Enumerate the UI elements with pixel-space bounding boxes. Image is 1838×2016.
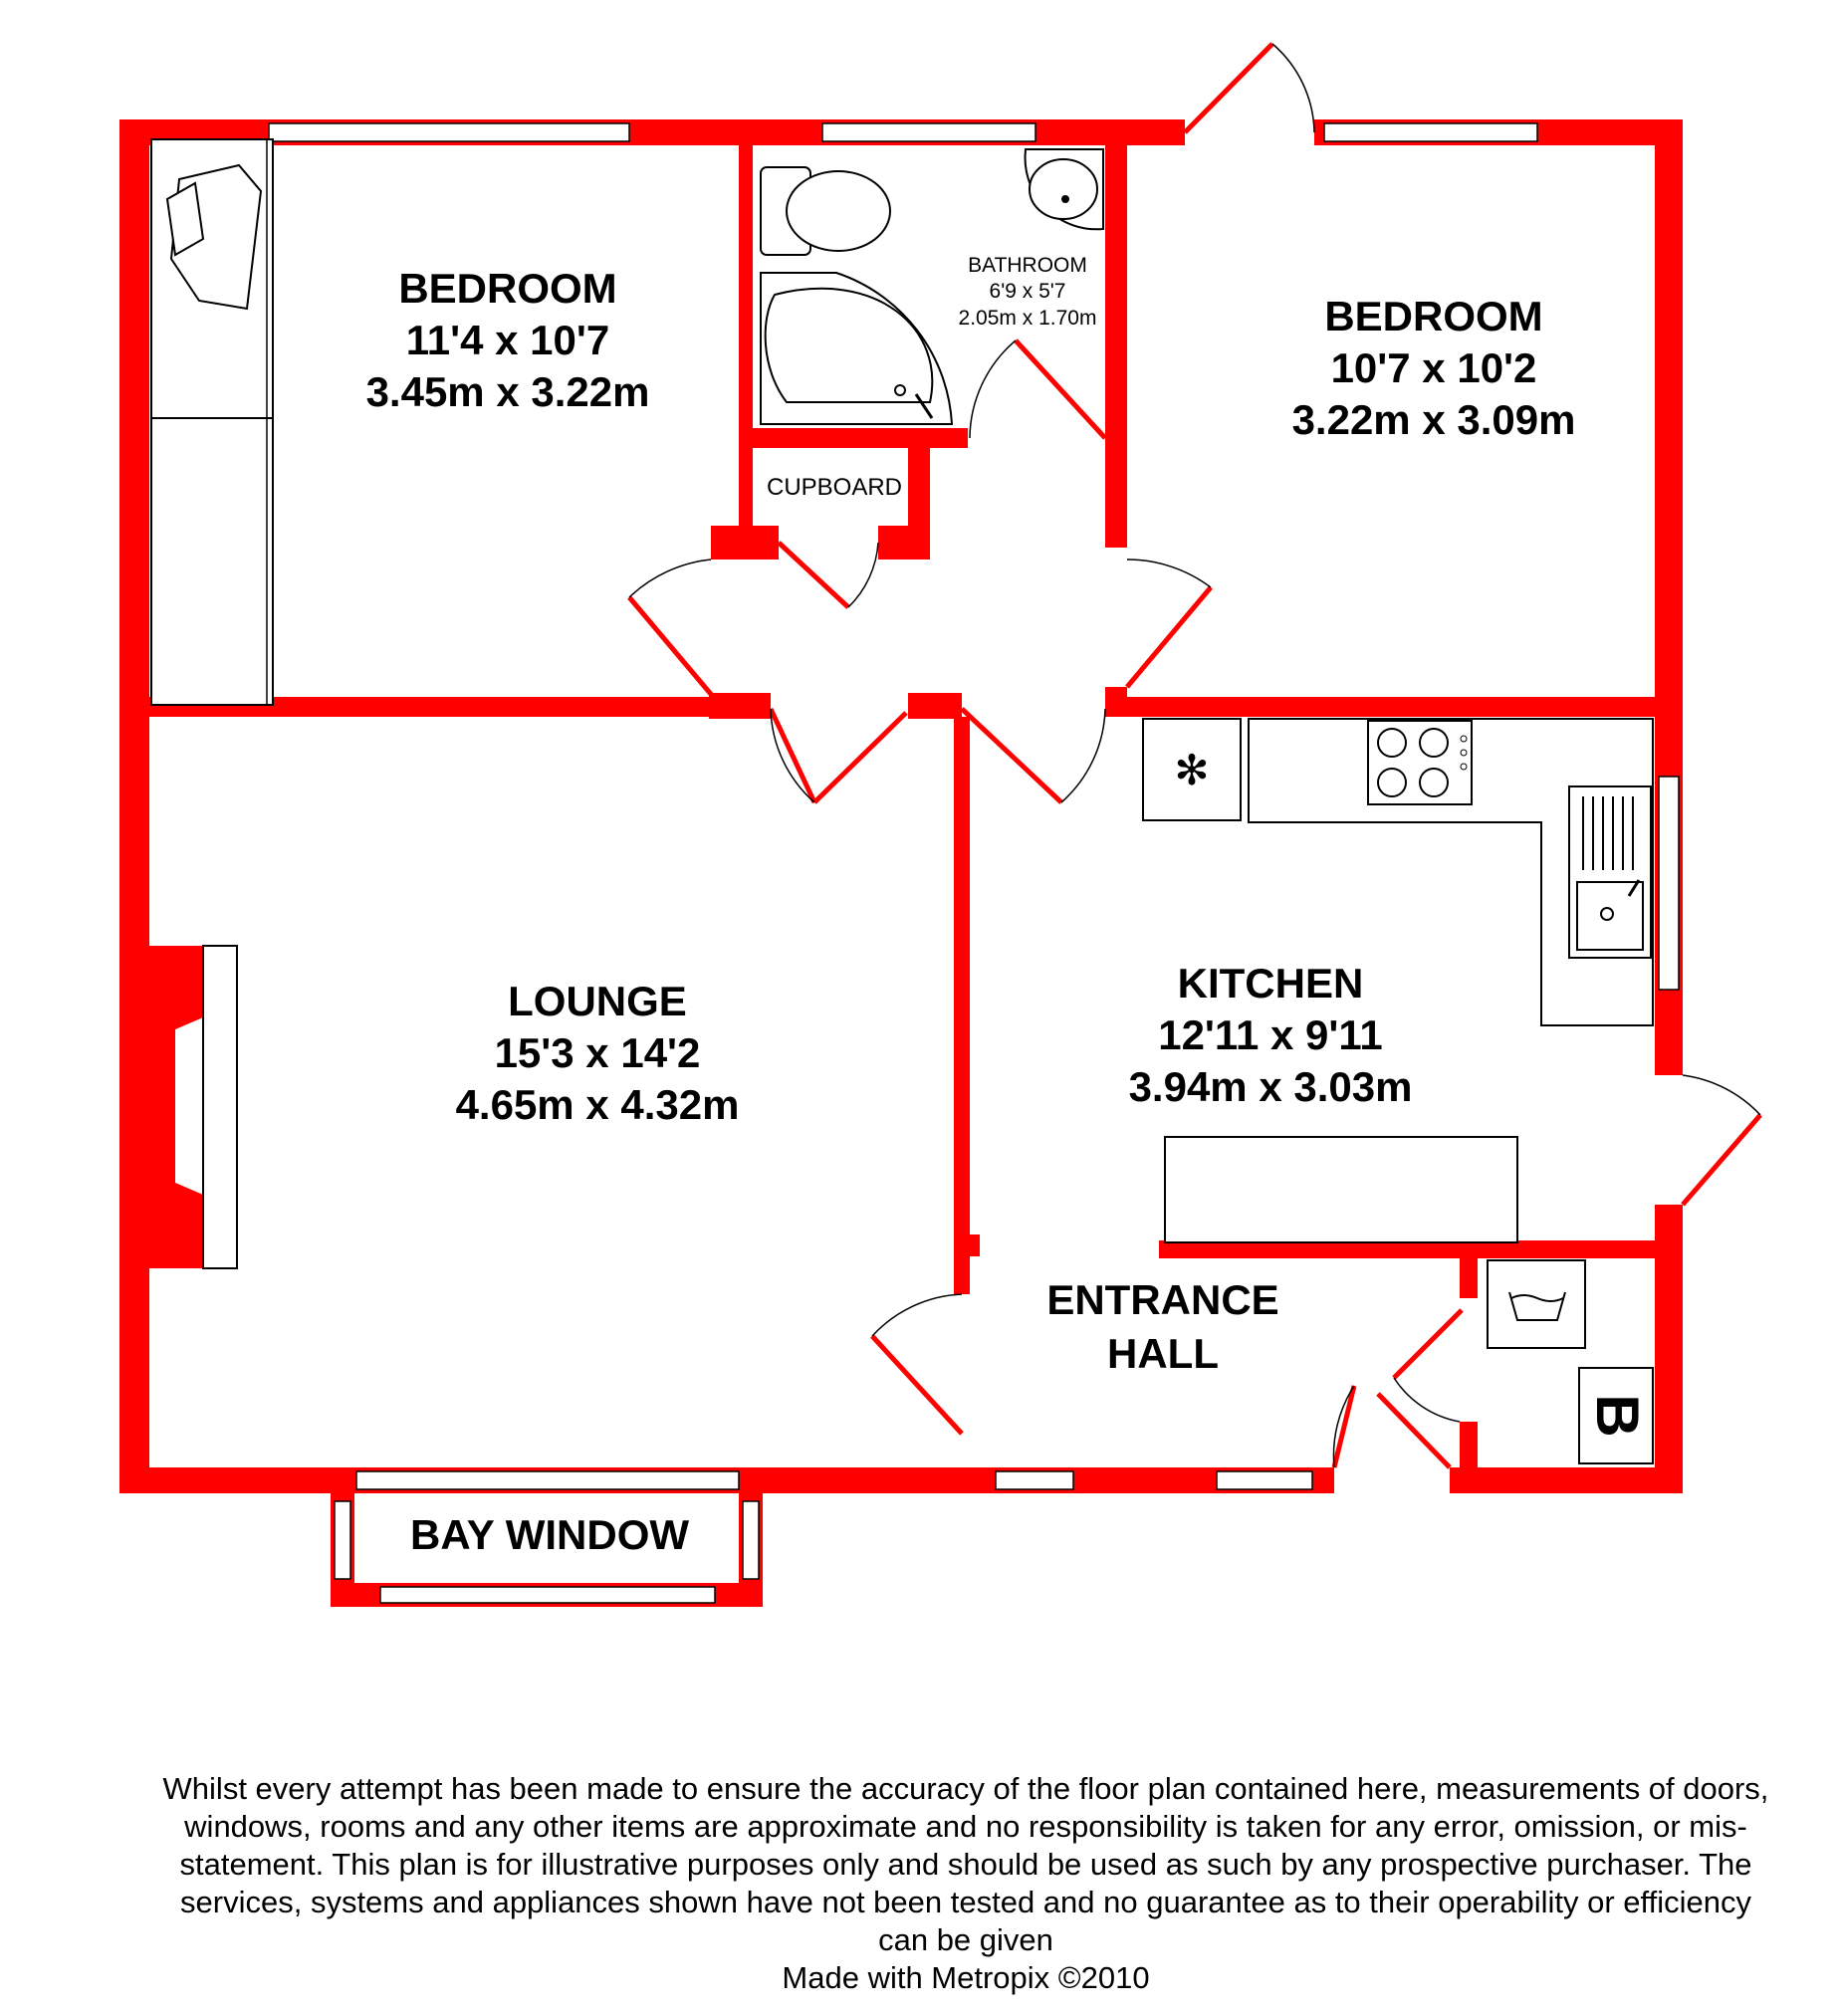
- svg-text:CUPBOARD: CUPBOARD: [766, 474, 903, 501]
- svg-text:BATHROOM: BATHROOM: [968, 254, 1087, 277]
- window: [822, 123, 1035, 141]
- window: [996, 1471, 1073, 1489]
- bedroom-label-2: [1292, 293, 1576, 443]
- window: [743, 1501, 759, 1579]
- disclaimer-text: Whilst every attempt has been made to ensure the accuracy of the floor plan contained here, measurements of doors, windows, rooms and any other items are approximate and no responsibility is taken for any error, omission, or mis-statement. This plan is for illustrative purposes only and should be used as such by any prospective purchaser. The services, systems and appliances shown have not been tested and no guarantee as to their operability or efficiency can be given: [162, 1771, 1769, 1957]
- kitchen-counter: [1165, 1137, 1517, 1242]
- entrance-hall-label: [1046, 1276, 1278, 1377]
- washer-icon: [1488, 1260, 1585, 1348]
- svg-text:2.05m x 1.70m: 2.05m x 1.70m: [958, 307, 1097, 330]
- window: [1659, 777, 1679, 990]
- window: [1324, 123, 1537, 141]
- svg-text:11'4 x 10'7: 11'4 x 10'7: [405, 317, 610, 363]
- bath-icon: [761, 273, 952, 424]
- lounge-label: [456, 978, 740, 1128]
- boiler-icon: [1579, 1368, 1653, 1463]
- kitchen-label: [1129, 960, 1413, 1110]
- basin-icon: [1026, 149, 1103, 229]
- svg-text:LOUNGE: LOUNGE: [508, 978, 687, 1024]
- svg-text:✻: ✻: [1174, 746, 1210, 794]
- bay-window-label: [410, 1511, 689, 1558]
- bedroom-label-1: [366, 265, 650, 415]
- svg-text:ENTRANCE: ENTRANCE: [1046, 1276, 1279, 1323]
- svg-text:10'7 x 10'2: 10'7 x 10'2: [1330, 344, 1537, 391]
- disclaimer: [159, 1770, 1772, 1997]
- window: [1217, 1471, 1312, 1489]
- svg-text:4.65m x 4.32m: 4.65m x 4.32m: [455, 1081, 740, 1128]
- boiler-label: B: [1584, 1394, 1651, 1438]
- svg-text:BEDROOM: BEDROOM: [1324, 293, 1543, 339]
- window: [335, 1501, 350, 1579]
- fridge-icon: [1143, 719, 1241, 820]
- wardrobe-icon: [151, 139, 273, 705]
- svg-text:BEDROOM: BEDROOM: [398, 265, 617, 312]
- svg-text:KITCHEN: KITCHEN: [1177, 960, 1364, 1007]
- svg-text:3.45m x 3.22m: 3.45m x 3.22m: [365, 368, 650, 415]
- fireplace-icon: [149, 946, 237, 1268]
- svg-text:HALL: HALL: [1107, 1330, 1219, 1377]
- window: [269, 123, 629, 141]
- svg-text:3.94m x 3.03m: 3.94m x 3.03m: [1128, 1063, 1413, 1110]
- cupboard-label: [767, 474, 902, 501]
- toilet-icon: [761, 167, 890, 255]
- svg-text:BAY WINDOW: BAY WINDOW: [409, 1511, 690, 1558]
- svg-text:6'9 x 5'7: 6'9 x 5'7: [989, 280, 1066, 303]
- svg-text:12'11 x 9'11: 12'11 x 9'11: [1158, 1011, 1383, 1058]
- made-with-credit: Made with Metropix ©2010: [782, 1960, 1150, 1995]
- svg-text:15'3 x 14'2: 15'3 x 14'2: [494, 1029, 701, 1076]
- sink-icon: [1569, 786, 1651, 958]
- svg-text:3.22m x 3.09m: 3.22m x 3.09m: [1291, 396, 1576, 443]
- bathroom-label: [959, 254, 1097, 330]
- hob-icon: [1368, 721, 1472, 804]
- window: [380, 1587, 715, 1603]
- window: [356, 1471, 739, 1489]
